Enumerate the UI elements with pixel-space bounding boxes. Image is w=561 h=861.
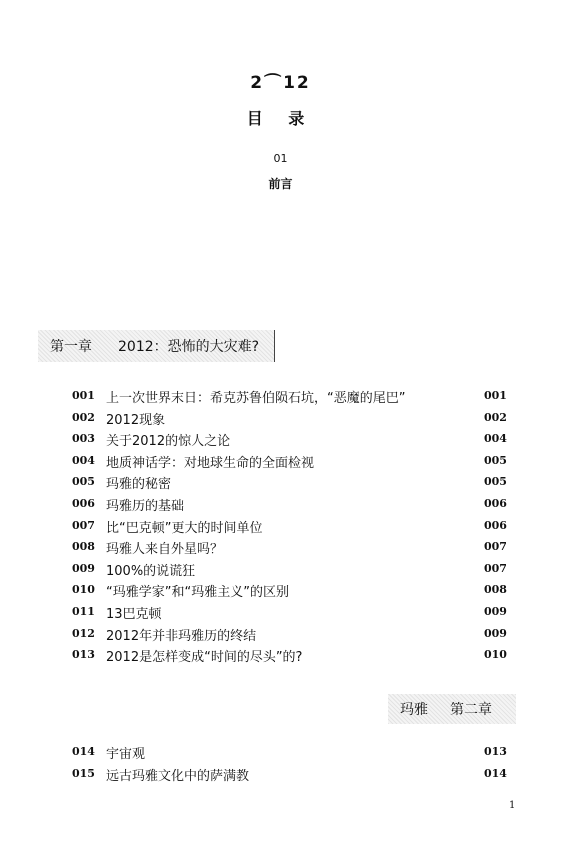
toc-entry-title: 玛雅历的基础 [106, 499, 185, 514]
toc-entry[interactable] [0, 517, 561, 537]
toc-entry[interactable] [0, 560, 561, 580]
toc-entry-number: 006 [72, 497, 95, 510]
toc-entry-page: 006 [484, 497, 507, 510]
toc-entry[interactable] [0, 603, 561, 623]
toc-entry-title: 100%的说谎狂 [106, 563, 196, 579]
preface-label[interactable]: 前言 [268, 177, 293, 191]
toc-entry-number: 015 [72, 767, 95, 780]
toc-entry-page: 002 [484, 410, 507, 424]
toc-entry-number: 014 [72, 745, 95, 758]
toc-entry-page: 007 [484, 561, 507, 575]
toc-entry-title: 宇宙观 [106, 747, 146, 762]
toc-entry-number: 007 [72, 518, 95, 532]
toc-entry-page: 004 [484, 432, 507, 446]
chapter-1-title: 2012：恐怖的大灾难? [118, 339, 260, 355]
toc-entry-number: 005 [72, 475, 95, 489]
toc-entry-page: 008 [484, 583, 507, 597]
chapter-2-title: 玛雅 [400, 702, 428, 718]
toc-entry-page: 001 [484, 389, 507, 402]
toc-entry-title: 上一次世界末日：希克苏鲁伯陨石坑，“恶魔的尾巴” [106, 391, 406, 406]
toc-entry[interactable] [0, 430, 561, 450]
toc-entry-page: 009 [484, 626, 507, 640]
toc-entry-number: 012 [72, 626, 95, 640]
toc-entry-title: “玛雅学家”和“玛雅主义”的区别 [106, 585, 289, 601]
contents-heading: 目 录 [246, 109, 315, 128]
toc-entry-title: 玛雅的秘密 [106, 477, 172, 493]
toc-entry-page: 014 [484, 767, 507, 780]
toc-entry-page: 005 [484, 475, 507, 489]
toc-entry-page: 010 [484, 648, 507, 662]
toc-entry[interactable] [0, 625, 561, 645]
toc-entry-page: 009 [484, 605, 507, 618]
toc-entry[interactable] [0, 387, 561, 407]
toc-entry-number: 011 [72, 605, 95, 618]
toc-entry[interactable] [0, 538, 561, 558]
toc-entry[interactable] [0, 409, 561, 429]
toc-entry-number: 003 [72, 432, 95, 446]
toc-entry-number: 002 [72, 410, 95, 424]
toc-entry-title: 玛雅人来自外星吗？ [106, 542, 224, 558]
toc-entry-title: 2012现象 [106, 412, 166, 428]
toc-entry[interactable] [0, 743, 561, 763]
toc-entry-title: 关于2012的惊人之论 [106, 434, 231, 450]
toc-entry[interactable] [0, 765, 561, 785]
toc-entry-title: 比“巴克顿”更大的时间单位 [106, 520, 263, 536]
toc-entry-title: 2012年并非玛雅历的终结 [106, 628, 257, 644]
chapter-1-label: 第一章 [50, 339, 92, 355]
chapter-2-label: 第二章 [450, 702, 492, 718]
book-title: 2⌒12 [250, 73, 311, 93]
toc-entry-number: 013 [72, 648, 95, 662]
toc-entry-title: 远古玛雅文化中的萨满教 [106, 769, 250, 784]
toc-entry-page: 013 [484, 745, 507, 758]
toc-entry-number: 009 [72, 561, 95, 575]
toc-entry[interactable] [0, 646, 561, 666]
toc-entry-title: 2012是怎样变成“时间的尽头”的? [106, 650, 303, 666]
toc-entry[interactable] [0, 452, 561, 472]
page-number: 1 [509, 800, 516, 811]
toc-entry-title: 地质神话学：对地球生命的全面检视 [106, 455, 315, 471]
toc-entry-page: 007 [484, 540, 507, 554]
toc-entry-page: 005 [484, 453, 507, 467]
toc-entry-number: 008 [72, 540, 95, 554]
toc-entry-page: 006 [484, 518, 507, 532]
preface-number: 01 [273, 152, 288, 165]
toc-entry[interactable] [0, 473, 561, 493]
toc-entry-number: 001 [72, 389, 95, 402]
toc-entry-number: 004 [72, 453, 95, 467]
toc-entry[interactable] [0, 495, 561, 515]
toc-entry-title: 13巴克顿 [106, 607, 162, 622]
toc-entry-number: 010 [72, 583, 95, 597]
toc-entry[interactable] [0, 581, 561, 601]
